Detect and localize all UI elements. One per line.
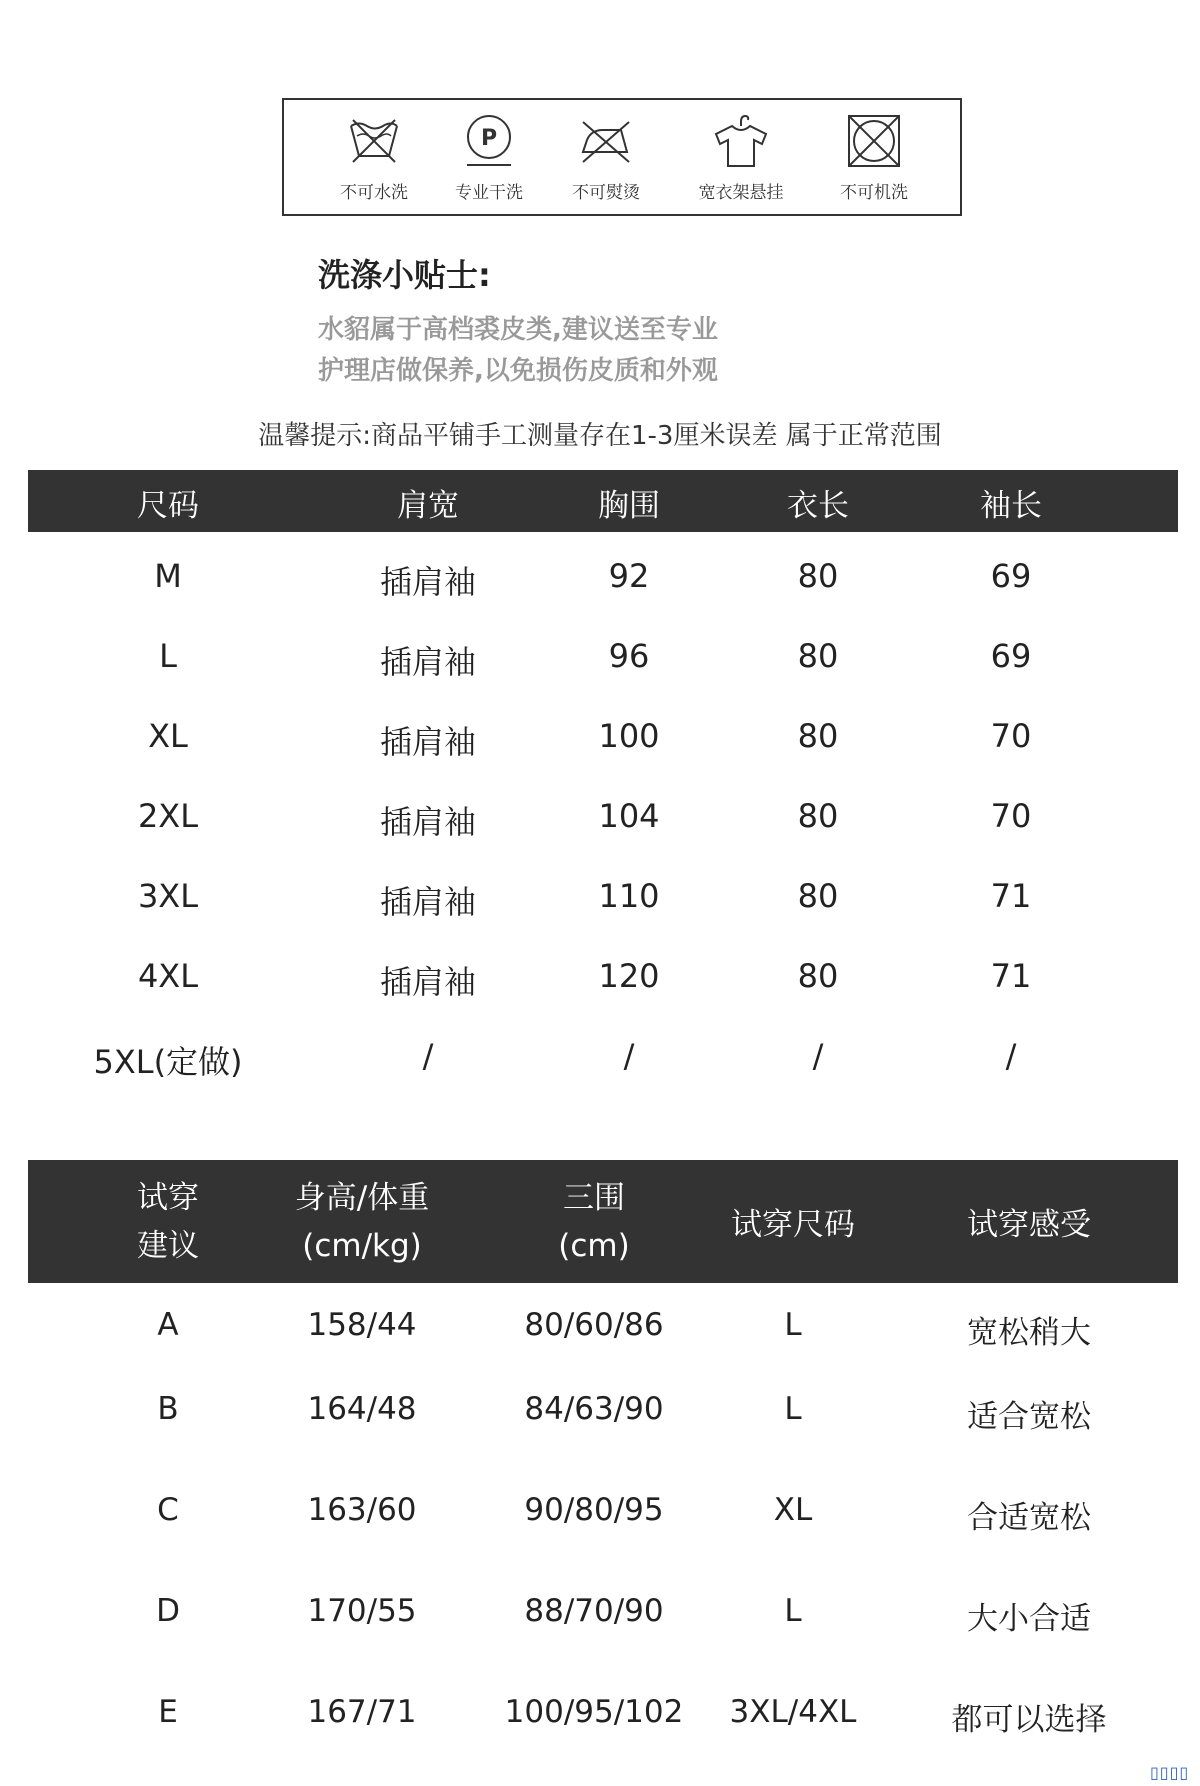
fit-table-cell: 88/70/90 [524,1593,664,1629]
size-table-cell: 96 [608,637,650,675]
fit-header-cell: 试穿尺码 [731,1207,855,1243]
fit-table-cell: 宽松稍大 [967,1315,1091,1351]
corner-mark: ▯▯▯▯ [1150,1763,1190,1782]
care-label: 不可机洗 [840,183,908,203]
size-table-cell: 69 [990,557,1032,595]
size-table-cell: 80 [797,557,839,595]
fit-header-cell [558,1174,629,1270]
size-table-cell: 70 [990,717,1032,755]
fit-header-cell [295,1174,429,1270]
size-table-cell: 插肩袖 [379,883,477,921]
size-table-cell: 110 [598,877,660,915]
size-table-cell: 插肩袖 [379,803,477,841]
size-table-cell: 69 [990,637,1032,675]
no-iron-icon [577,112,635,170]
size-table-cell: 71 [990,957,1032,995]
fit-table-cell: 167/71 [307,1694,417,1730]
size-table-cell: / [422,1037,434,1075]
size-row-label: L [159,637,177,675]
size-table-cell: / [623,1037,635,1075]
size-row-label: M [154,557,182,595]
size-table-cell: 80 [797,717,839,755]
fit-header-cell [137,1174,199,1270]
fit-row-label: D [156,1593,180,1629]
fit-table-cell: 84/63/90 [524,1391,664,1427]
fit-table-cell: 80/60/86 [524,1307,664,1343]
no-water-wash-icon [345,112,403,170]
wide-hanger-icon [710,112,772,170]
size-header-cell: 胸围 [598,488,660,524]
fit-table-cell: 100/95/102 [504,1694,684,1730]
care-symbols-box [282,98,962,216]
fit-header-line: (cm) [558,1228,630,1264]
size-table-cell: 插肩袖 [379,963,477,1001]
fit-table-cell: 大小合适 [967,1601,1091,1637]
size-header-cell: 尺码 [137,488,199,524]
fit-table-header [28,1160,1178,1283]
size-table-cell: 80 [797,797,839,835]
size-header-cell: 袖长 [980,488,1042,524]
fit-row-label: C [157,1492,179,1528]
care-item-no-iron [551,112,661,203]
size-table-cell: 70 [990,797,1032,835]
size-table-cell: 80 [797,637,839,675]
fit-table-cell: XL [773,1492,813,1528]
fit-table-cell: 164/48 [307,1391,417,1427]
size-table-cell: 插肩袖 [379,643,477,681]
fit-header-line: (cm/kg) [302,1228,422,1264]
size-row-label: 4XL [137,957,199,995]
size-table-cell: 80 [797,877,839,915]
no-machine-wash-icon [845,112,903,170]
size-table-cell: 120 [598,957,660,995]
size-table-cell: 80 [797,957,839,995]
fit-table-cell: 158/44 [307,1307,417,1343]
fit-header-cell: 试穿感受 [967,1207,1091,1243]
fit-table-cell: L [784,1391,802,1427]
fit-row-label: A [157,1307,179,1343]
measurement-notice: 温馨提示:商品平铺手工测量存在1-3厘米误差 属于正常范围 [258,421,942,451]
care-label: 不可熨烫 [572,183,640,203]
fit-table-cell: L [784,1307,802,1343]
washing-tips-body [318,310,878,392]
washing-tips-title: 洗涤小贴士: [318,256,491,294]
size-table-cell: 插肩袖 [379,563,477,601]
fit-row-label: B [157,1391,179,1427]
size-header-cell: 肩宽 [397,488,459,524]
size-table-cell: 104 [598,797,660,835]
size-table-cell: 71 [990,877,1032,915]
dry-clean-symbol-letter: P [480,126,498,151]
care-item-wide-hanger [676,112,806,203]
fit-table-cell: 163/60 [307,1492,417,1528]
fit-table-cell: 都可以选择 [951,1702,1107,1738]
care-item-no-water-wash [319,112,429,203]
fit-table-cell: 适合宽松 [967,1399,1091,1435]
fit-table-cell: 170/55 [307,1593,417,1629]
fit-header-line: 试穿 [137,1180,199,1216]
care-label: 不可水洗 [340,183,408,203]
care-label: 宽衣架悬挂 [698,183,784,203]
size-row-label: 3XL [137,877,199,915]
care-label: 专业干洗 [455,183,523,203]
fit-row-label: E [158,1694,178,1730]
size-table-cell: / [812,1037,824,1075]
care-item-no-machine-wash [819,112,929,203]
size-row-label: 5XL(定做) [93,1043,243,1081]
fit-header-line: 三围 [563,1180,625,1216]
size-table-cell: 92 [608,557,650,595]
washing-tips-line: 水貂属于高档裘皮类,建议送至专业 [318,315,718,345]
size-table-header [28,470,1178,532]
size-table-cell: 插肩袖 [379,723,477,761]
care-item-dry-clean [434,112,544,203]
washing-tips-line: 护理店做保养,以免损伤皮质和外观 [318,356,718,386]
fit-table-cell: 3XL/4XL [729,1694,857,1730]
fit-table-cell: 90/80/95 [524,1492,664,1528]
size-header-cell: 衣长 [787,488,849,524]
fit-table-cell: L [784,1593,802,1629]
professional-dry-clean-icon [460,112,518,170]
size-row-label: XL [148,717,188,755]
fit-header-line: 身高/体重 [294,1180,430,1216]
fit-table-cell: 合适宽松 [967,1500,1091,1536]
size-row-label: 2XL [137,797,199,835]
fit-header-line: 建议 [137,1228,199,1264]
size-table-cell: 100 [598,717,660,755]
size-table-cell: / [1005,1037,1017,1075]
